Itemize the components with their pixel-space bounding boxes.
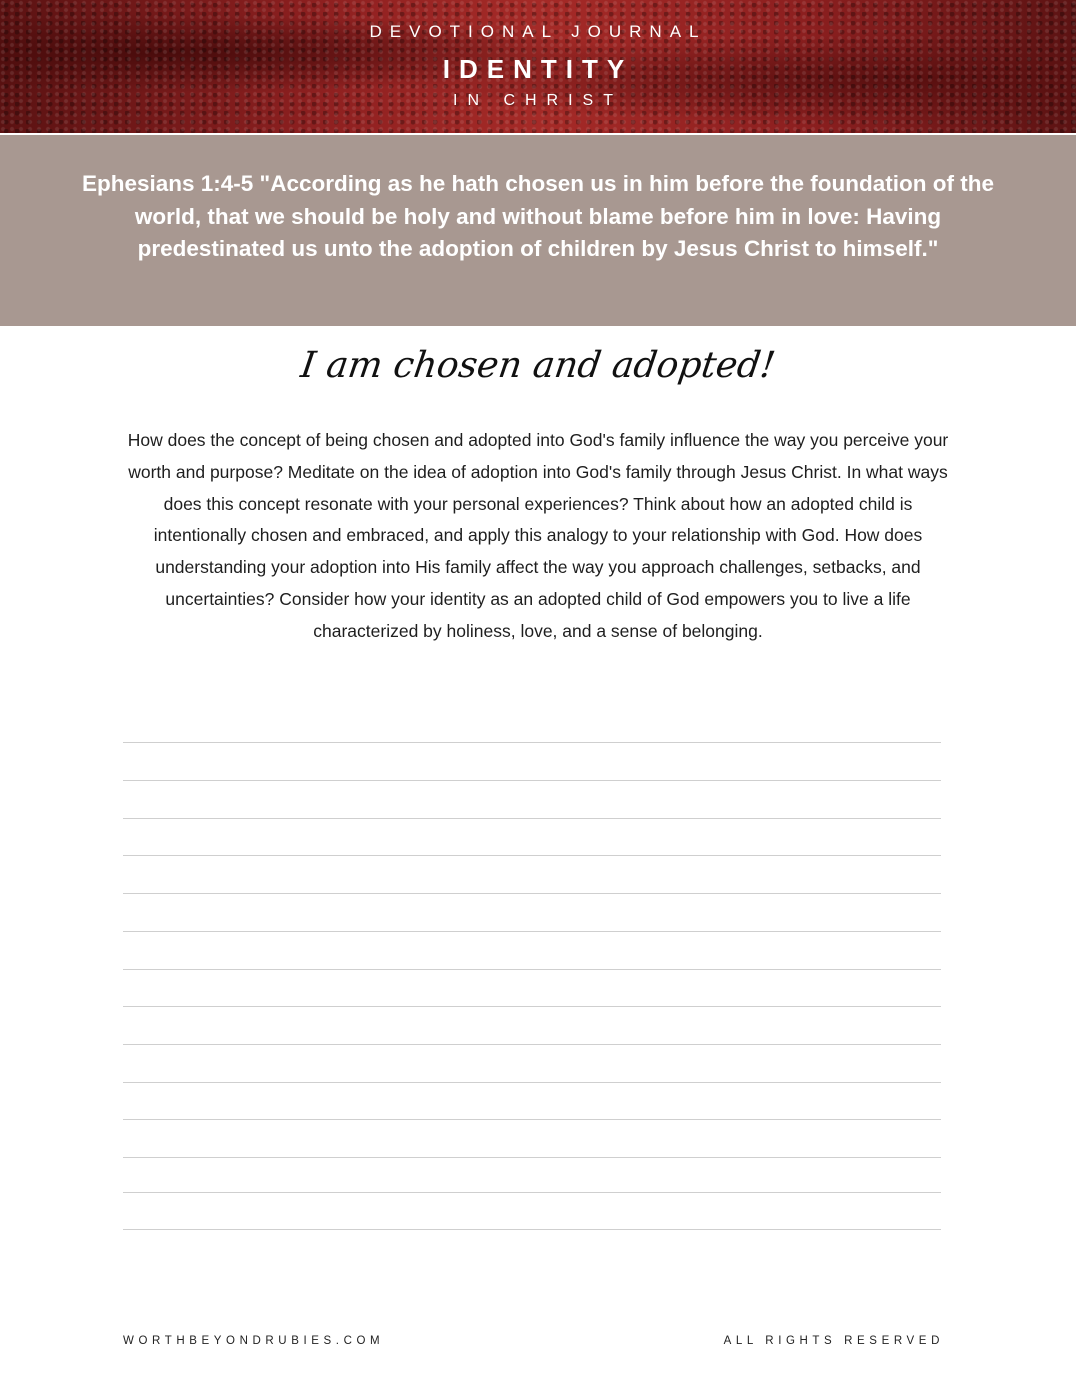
footer-rights: ALL RIGHTS RESERVED — [723, 1335, 944, 1347]
writing-line[interactable] — [123, 818, 941, 819]
writing-line[interactable] — [123, 969, 941, 970]
journal-prompt: How does the concept of being chosen and adopted into God's family influence the way you perceive your worth and purpose? Meditate on the idea of adoption into God's family through Jesus Christ. In what ways does this concept resonate with your personal experiences? Think about how an adopted child is intentionally chosen and embraced, and apply this analogy to your relationship with God. How does understanding your adoption into His family affect the way you approach challenges, setbacks, and uncertainties? Consider how your identity as an adopted child of God empowers you to live a life characterized by holiness, love, and a sense of belonging. — [127, 430, 949, 641]
writing-line[interactable] — [123, 1157, 941, 1158]
footer-website: WORTHBEYONDRUBIES.COM — [123, 1335, 385, 1347]
header-title: IDENTITY — [442, 54, 634, 84]
scripture-verse: Ephesians 1:4-5 "According as he hath chosen us in him before the foundation of the world, that we should be holy and without blame before him in love: Having predestinated us unto the adoption of children by Jesus Christ to himself." — [81, 171, 995, 261]
header-subtitle: DEVOTIONAL JOURNAL — [369, 22, 707, 41]
writing-line[interactable] — [123, 1082, 941, 1083]
header-subtitle-secondary: IN CHRIST — [453, 92, 623, 109]
writing-line[interactable] — [123, 1119, 941, 1120]
writing-line[interactable] — [123, 893, 941, 894]
writing-line[interactable] — [123, 1006, 941, 1007]
writing-line[interactable] — [123, 1044, 941, 1045]
writing-line[interactable] — [123, 855, 941, 856]
writing-line[interactable] — [123, 742, 941, 743]
section-heading: I am chosen and adopted! — [298, 345, 778, 386]
writing-line[interactable] — [123, 931, 941, 932]
header-banner — [0, 0, 1076, 135]
writing-line[interactable] — [123, 780, 941, 781]
writing-line[interactable] — [123, 1192, 941, 1193]
writing-line[interactable] — [123, 1229, 941, 1230]
